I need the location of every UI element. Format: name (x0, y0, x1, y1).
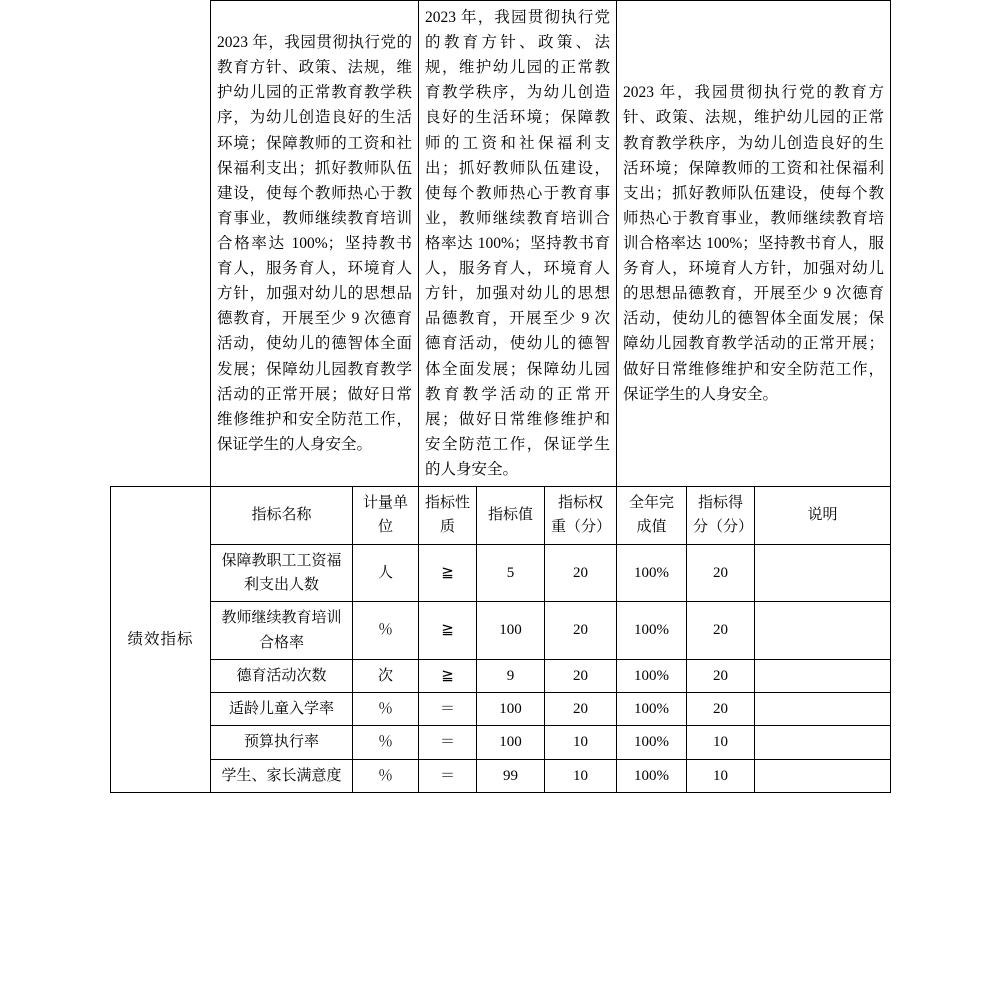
cell-weight: 20 (545, 544, 617, 602)
table-row (111, 544, 891, 602)
cell-indicator-name: 教师继续教育培训合格率 (211, 602, 353, 660)
cell-unit: ％ (353, 693, 419, 726)
cell-value: 100 (477, 602, 545, 660)
indicator-header-row (111, 487, 891, 545)
cell-unit: 次 (353, 659, 419, 692)
cell-score: 10 (687, 759, 755, 792)
table-row (111, 693, 891, 726)
narrative-col-1: 2023 年，我园贯彻执行党的教育方针、政策、法规，维护幼儿园的正常教育教学秩序，为幼儿创造良好的生活环境；保障教师的工资和社保福利支出；抓好教师队伍建设，使每个教师热心于教育事业，教师继续教育培训合格率达 100%；坚持教书育人，服务育人，环境育人方针，加强对幼儿的思想品德教育，开展至少 9 次德育活动，使幼儿的德智体全面发展；保障幼儿园教育教学活动的正常开展；做好日常维修维护和安全防范工作，保证学生的人身安全。 (211, 1, 419, 487)
cell-actual: 100% (617, 693, 687, 726)
cell-nature: ≧ (419, 544, 477, 602)
cell-unit: 人 (353, 544, 419, 602)
cell-score: 20 (687, 602, 755, 660)
cell-weight: 10 (545, 726, 617, 759)
cell-nature: ≧ (419, 602, 477, 660)
narrative-blank-cell (111, 1, 211, 487)
cell-score: 10 (687, 726, 755, 759)
cell-remark (755, 544, 891, 602)
table-row (111, 602, 891, 660)
cell-value: 100 (477, 693, 545, 726)
cell-value: 99 (477, 759, 545, 792)
cell-indicator-name: 德育活动次数 (211, 659, 353, 692)
header-indicator-name: 指标名称 (211, 487, 353, 545)
cell-weight: 20 (545, 693, 617, 726)
cell-actual: 100% (617, 602, 687, 660)
table-row (111, 759, 891, 792)
header-nature: 指标性质 (419, 487, 477, 545)
cell-indicator-name: 适龄儿童入学率 (211, 693, 353, 726)
cell-weight: 20 (545, 602, 617, 660)
table-row (111, 659, 891, 692)
cell-actual: 100% (617, 544, 687, 602)
cell-remark (755, 693, 891, 726)
cell-nature: ＝ (419, 693, 477, 726)
cell-score: 20 (687, 693, 755, 726)
cell-actual: 100% (617, 659, 687, 692)
cell-nature: ＝ (419, 759, 477, 792)
header-score: 指标得分（分） (687, 487, 755, 545)
section-label-performance: 绩效指标 (111, 487, 211, 793)
table-row (111, 726, 891, 759)
cell-nature: ＝ (419, 726, 477, 759)
cell-value: 9 (477, 659, 545, 692)
header-value: 指标值 (477, 487, 545, 545)
cell-weight: 20 (545, 659, 617, 692)
cell-indicator-name: 预算执行率 (211, 726, 353, 759)
cell-unit: ％ (353, 726, 419, 759)
cell-actual: 100% (617, 759, 687, 792)
narrative-col-3: 2023 年，我园贯彻执行党的教育方针、政策、法规，维护幼儿园的正常教育教学秩序，为幼儿创造良好的生活环境；保障教师的工资和社保福利支出；抓好教师队伍建设，使每个教师热心于教育事业，教师继续教育培训合格率达 100%；坚持教书育人，服务育人，环境育人方针，加强对幼儿的思想品德教育，开展至少 9 次德育活动，使幼儿的德智体全面发展；保障幼儿园教育教学活动的正常开展；做好日常维修维护和安全防范工作，保证学生的人身安全。 (617, 1, 891, 487)
cell-remark (755, 759, 891, 792)
cell-score: 20 (687, 544, 755, 602)
cell-indicator-name: 保障教职工工资福利支出人数 (211, 544, 353, 602)
cell-weight: 10 (545, 759, 617, 792)
cell-unit: ％ (353, 602, 419, 660)
header-actual: 全年完成值 (617, 487, 687, 545)
cell-remark (755, 602, 891, 660)
cell-remark (755, 659, 891, 692)
cell-value: 100 (477, 726, 545, 759)
cell-unit: ％ (353, 759, 419, 792)
cell-nature: ≧ (419, 659, 477, 692)
header-unit: 计量单位 (353, 487, 419, 545)
header-weight: 指标权重（分） (545, 487, 617, 545)
cell-remark (755, 726, 891, 759)
header-remark: 说明 (755, 487, 891, 545)
cell-indicator-name: 学生、家长满意度 (211, 759, 353, 792)
cell-score: 20 (687, 659, 755, 692)
narrative-row (111, 1, 891, 487)
cell-value: 5 (477, 544, 545, 602)
cell-actual: 100% (617, 726, 687, 759)
narrative-col-2: 2023 年，我园贯彻执行党的教育方针、政策、法规，维护幼儿园的正常教育教学秩序，为幼儿创造良好的生活环境；保障教师的工资和社保福利支出；抓好教师队伍建设，使每个教师热心于教育事业，教师继续教育培训合格率达 100%；坚持教书育人，服务育人，环境育人方针，加强对幼儿的思想品德教育，开展至少 9 次德育活动，使幼儿的德智体全面发展；保障幼儿园教育教学活动的正常开展；做好日常维修维护和安全防范工作，保证学生的人身安全。 (419, 1, 617, 487)
performance-table (110, 0, 891, 793)
